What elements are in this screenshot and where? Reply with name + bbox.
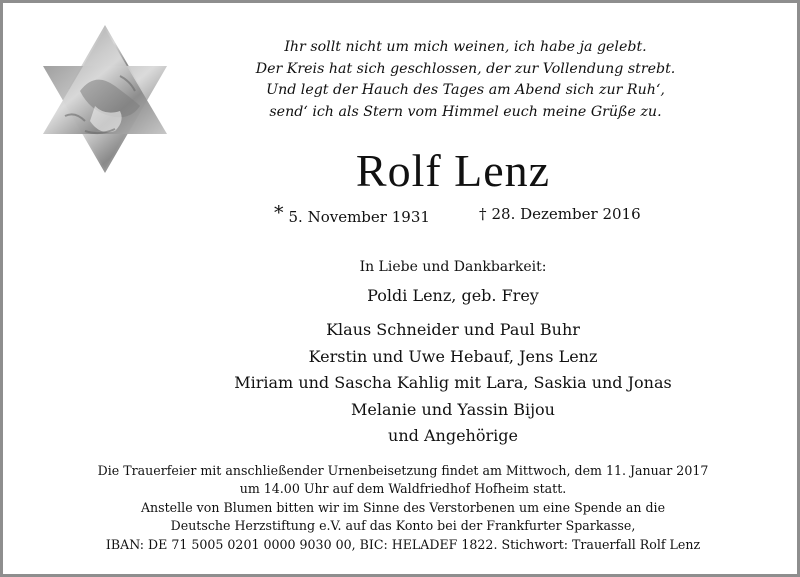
widow-name: Poldi Lenz, geb. Frey [367, 286, 539, 305]
death-date: 28. Dezember 2016 [491, 205, 641, 223]
star-of-david-icon [25, 21, 185, 181]
birth-date: 5. November 1931 [288, 208, 430, 226]
birth-date-group [274, 202, 430, 227]
thanks-intro: In Liebe und Dankbarkeit: [359, 259, 547, 275]
poem-line: Ihr sollt nicht um mich weinen, ich habe ja gelebt. [284, 39, 647, 55]
poem-line: Und legt der Hauch des Tages am Abend sich zur Ruh‘, [266, 82, 665, 98]
notice-line: Deutsche Herzstiftung e.V. auf das Konto bei der Frankfurter Sparkasse, [170, 518, 636, 534]
deceased-name: Rolf Lenz [355, 145, 551, 196]
family-line: und Angehörige [388, 426, 518, 445]
notice-line: um 14.00 Uhr auf dem Waldfriedhof Hofheim statt. [239, 481, 567, 497]
notice-line: Die Trauerfeier mit anschließender Urnenbeisetzung findet am Mittwoch, dem 11. Januar 2017 [97, 463, 709, 478]
birth-star-icon: * [274, 202, 284, 224]
family-line: Klaus Schneider und Paul Buhr [326, 320, 580, 339]
poem [198, 37, 733, 123]
funeral-notice [23, 462, 783, 554]
family-line: Kerstin und Uwe Hebauf, Jens Lenz [308, 346, 598, 366]
death-date-group [479, 205, 641, 223]
notice-line: IBAN: DE 71 5005 0201 0000 9030 00, BIC: HELADEF 1822. Stichwort: Trauerfall Rolf Lenz [105, 536, 701, 552]
poem-line: Der Kreis hat sich geschlossen, der zur Vollendung strebt. [255, 60, 676, 77]
family-list [153, 317, 753, 450]
family-line: Miriam und Sascha Kahlig mit Lara, Saskia und Jonas [234, 373, 672, 392]
cross-icon: † [479, 205, 487, 223]
notice-line: Anstelle von Blumen bitten wir im Sinne des Verstorbenen um eine Spende an die [140, 499, 666, 515]
life-dates [3, 202, 800, 229]
family-line: Melanie und Yassin Bijou [351, 399, 555, 419]
poem-line: send‘ ich als Stern vom Himmel euch meine Grüße zu. [269, 103, 662, 120]
